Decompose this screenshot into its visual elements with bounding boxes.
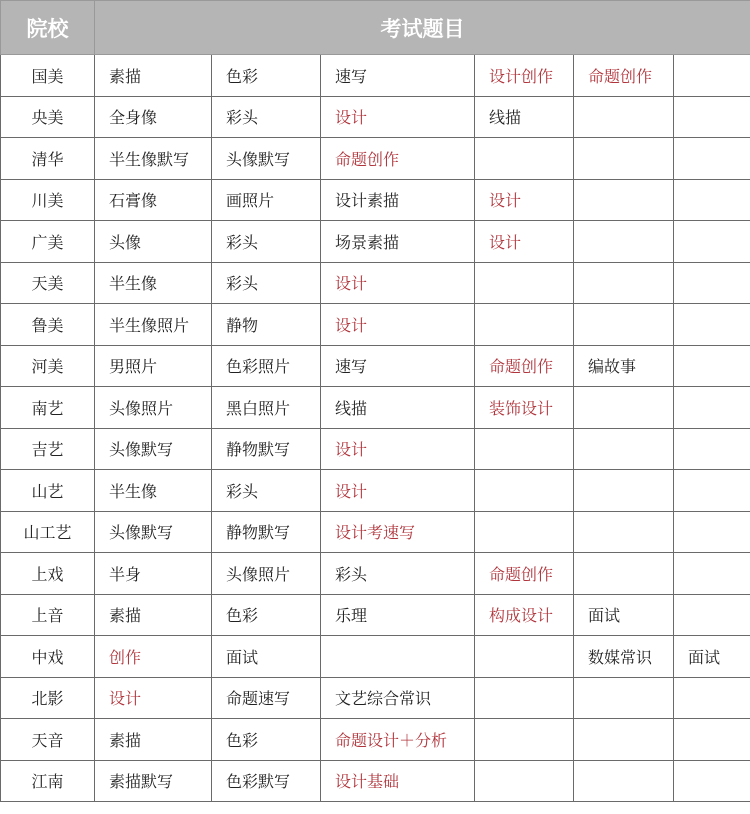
exam-subject-cell: 色彩照片 <box>212 345 321 387</box>
exam-subject-cell <box>574 553 674 595</box>
exam-subject-cell <box>674 262 750 304</box>
table-row <box>1 138 750 180</box>
school-name: 国美 <box>1 55 95 97</box>
exam-subject-cell: 数媒常识 <box>574 636 674 678</box>
school-name: 南艺 <box>1 387 95 429</box>
exam-subject-cell: 面试 <box>574 594 674 636</box>
exam-subject-cell <box>674 179 750 221</box>
exam-subject-cell <box>475 138 574 180</box>
table-row <box>1 719 750 761</box>
exam-subject-cell <box>674 221 750 263</box>
exam-subject-cell: 创作 <box>95 636 212 678</box>
exam-subject-cell: 命题设计＋分析 <box>321 719 475 761</box>
exam-subject-cell <box>475 677 574 719</box>
exam-subject-cell <box>475 428 574 470</box>
school-name: 广美 <box>1 221 95 263</box>
exam-subject-cell <box>574 677 674 719</box>
exam-subject-cell: 面试 <box>212 636 321 678</box>
exam-subject-cell: 彩头 <box>212 262 321 304</box>
exam-subject-cell <box>574 138 674 180</box>
exam-subject-cell: 男照片 <box>95 345 212 387</box>
exam-subject-cell <box>574 387 674 429</box>
exam-subject-cell: 石膏像 <box>95 179 212 221</box>
exam-subject-cell: 半生像照片 <box>95 304 212 346</box>
exam-subject-cell <box>475 760 574 802</box>
school-name: 上音 <box>1 594 95 636</box>
school-name: 江南 <box>1 760 95 802</box>
exam-subject-cell <box>475 304 574 346</box>
table-row <box>1 304 750 346</box>
exam-subject-cell: 素描 <box>95 594 212 636</box>
exam-subject-cell: 命题速写 <box>212 677 321 719</box>
school-name: 吉艺 <box>1 428 95 470</box>
exam-subject-cell: 构成设计 <box>475 594 574 636</box>
table-row <box>1 677 750 719</box>
exam-subject-cell: 素描 <box>95 55 212 97</box>
table-row <box>1 179 750 221</box>
exam-subject-cell: 全身像 <box>95 96 212 138</box>
exam-subject-cell <box>674 55 750 97</box>
exam-subject-cell <box>574 262 674 304</box>
exam-subject-cell: 色彩 <box>212 594 321 636</box>
exam-subject-cell <box>674 387 750 429</box>
exam-subject-cell <box>674 138 750 180</box>
exam-subject-cell: 头像默写 <box>212 138 321 180</box>
exam-subject-cell: 设计创作 <box>475 55 574 97</box>
exam-subject-cell <box>475 511 574 553</box>
exam-subject-cell <box>674 760 750 802</box>
exam-subject-cell: 设计 <box>321 262 475 304</box>
exam-subject-cell: 头像照片 <box>212 553 321 595</box>
exam-subject-cell <box>674 594 750 636</box>
exam-subject-cell: 静物默写 <box>212 511 321 553</box>
table-row <box>1 221 750 263</box>
exam-subject-cell: 头像 <box>95 221 212 263</box>
exam-subject-cell: 彩头 <box>212 221 321 263</box>
exam-subject-cell: 色彩 <box>212 719 321 761</box>
exam-subject-cell: 命题创作 <box>475 553 574 595</box>
exam-subject-cell: 色彩 <box>212 55 321 97</box>
exam-subject-cell <box>475 719 574 761</box>
school-name: 天美 <box>1 262 95 304</box>
school-name: 北影 <box>1 677 95 719</box>
exam-subject-cell: 半生像 <box>95 470 212 512</box>
exam-subject-cell: 线描 <box>475 96 574 138</box>
exam-subject-cell <box>674 96 750 138</box>
school-name: 川美 <box>1 179 95 221</box>
exam-subject-cell <box>674 677 750 719</box>
exam-subject-cell: 素描默写 <box>95 760 212 802</box>
exam-subject-cell <box>674 304 750 346</box>
exam-subject-cell <box>574 96 674 138</box>
exam-subject-cell <box>674 553 750 595</box>
exam-subject-cell: 速写 <box>321 55 475 97</box>
exam-subject-cell <box>574 470 674 512</box>
exam-subject-cell: 彩头 <box>212 96 321 138</box>
exam-subject-cell: 设计 <box>321 428 475 470</box>
exam-subject-cell <box>574 304 674 346</box>
header-row <box>1 1 750 55</box>
exam-subject-cell: 文艺综合常识 <box>321 677 475 719</box>
exam-subject-cell: 速写 <box>321 345 475 387</box>
exam-subject-cell <box>321 636 475 678</box>
exam-subject-cell: 编故事 <box>574 345 674 387</box>
exam-subject-cell: 画照片 <box>212 179 321 221</box>
school-name: 上戏 <box>1 553 95 595</box>
exam-subject-cell <box>475 636 574 678</box>
table-row <box>1 760 750 802</box>
table-row <box>1 511 750 553</box>
exam-subject-cell: 命题创作 <box>321 138 475 180</box>
exam-subject-cell: 设计 <box>475 179 574 221</box>
exam-subject-cell: 设计 <box>475 221 574 263</box>
exam-subject-cell <box>574 760 674 802</box>
exam-subject-cell <box>674 511 750 553</box>
header-school: 院校 <box>1 1 95 55</box>
table-row <box>1 553 750 595</box>
school-name: 中戏 <box>1 636 95 678</box>
exam-subject-cell: 场景素描 <box>321 221 475 263</box>
exam-subject-cell <box>574 719 674 761</box>
exam-subject-cell: 面试 <box>674 636 750 678</box>
exam-subject-cell: 乐理 <box>321 594 475 636</box>
school-name: 山工艺 <box>1 511 95 553</box>
table-row <box>1 96 750 138</box>
exam-subject-cell <box>674 470 750 512</box>
exam-subject-cell: 半生像 <box>95 262 212 304</box>
exam-subject-cell <box>674 345 750 387</box>
exam-subject-cell <box>574 428 674 470</box>
exam-subject-cell <box>574 179 674 221</box>
exam-subject-cell: 设计素描 <box>321 179 475 221</box>
table-row <box>1 470 750 512</box>
table-row <box>1 262 750 304</box>
table-row <box>1 636 750 678</box>
exam-subject-cell: 素描 <box>95 719 212 761</box>
exam-subject-cell <box>674 719 750 761</box>
exam-subject-cell: 设计考速写 <box>321 511 475 553</box>
exam-subject-cell: 头像默写 <box>95 511 212 553</box>
exam-subject-cell: 静物 <box>212 304 321 346</box>
exam-subject-cell: 头像照片 <box>95 387 212 429</box>
exam-subject-cell: 命题创作 <box>475 345 574 387</box>
school-name: 清华 <box>1 138 95 180</box>
exam-subject-cell <box>475 470 574 512</box>
exam-subject-cell: 线描 <box>321 387 475 429</box>
exam-subject-cell: 半身 <box>95 553 212 595</box>
table-row <box>1 345 750 387</box>
school-name: 央美 <box>1 96 95 138</box>
exam-subject-cell: 设计基础 <box>321 760 475 802</box>
school-name: 天音 <box>1 719 95 761</box>
exam-subject-cell: 设计 <box>321 304 475 346</box>
exam-subject-cell <box>574 511 674 553</box>
school-name: 河美 <box>1 345 95 387</box>
exam-subject-cell: 头像默写 <box>95 428 212 470</box>
table-row <box>1 55 750 97</box>
exam-subject-cell: 设计 <box>321 470 475 512</box>
exam-subject-cell: 静物默写 <box>212 428 321 470</box>
exam-subject-cell: 设计 <box>95 677 212 719</box>
exam-subject-cell: 设计 <box>321 96 475 138</box>
header-subjects: 考试题目 <box>95 1 750 55</box>
table-row <box>1 387 750 429</box>
exam-subject-cell: 彩头 <box>212 470 321 512</box>
exam-subject-cell <box>674 428 750 470</box>
exam-subject-cell: 命题创作 <box>574 55 674 97</box>
exam-subject-cell: 色彩默写 <box>212 760 321 802</box>
school-name: 鲁美 <box>1 304 95 346</box>
exam-subject-cell: 彩头 <box>321 553 475 595</box>
exam-subject-cell: 半生像默写 <box>95 138 212 180</box>
exam-subject-cell <box>475 262 574 304</box>
table-row <box>1 594 750 636</box>
exam-subject-cell: 黑白照片 <box>212 387 321 429</box>
table-row <box>1 428 750 470</box>
school-name: 山艺 <box>1 470 95 512</box>
table-body <box>1 55 750 802</box>
exam-subject-cell <box>574 221 674 263</box>
exam-subject-cell: 装饰设计 <box>475 387 574 429</box>
